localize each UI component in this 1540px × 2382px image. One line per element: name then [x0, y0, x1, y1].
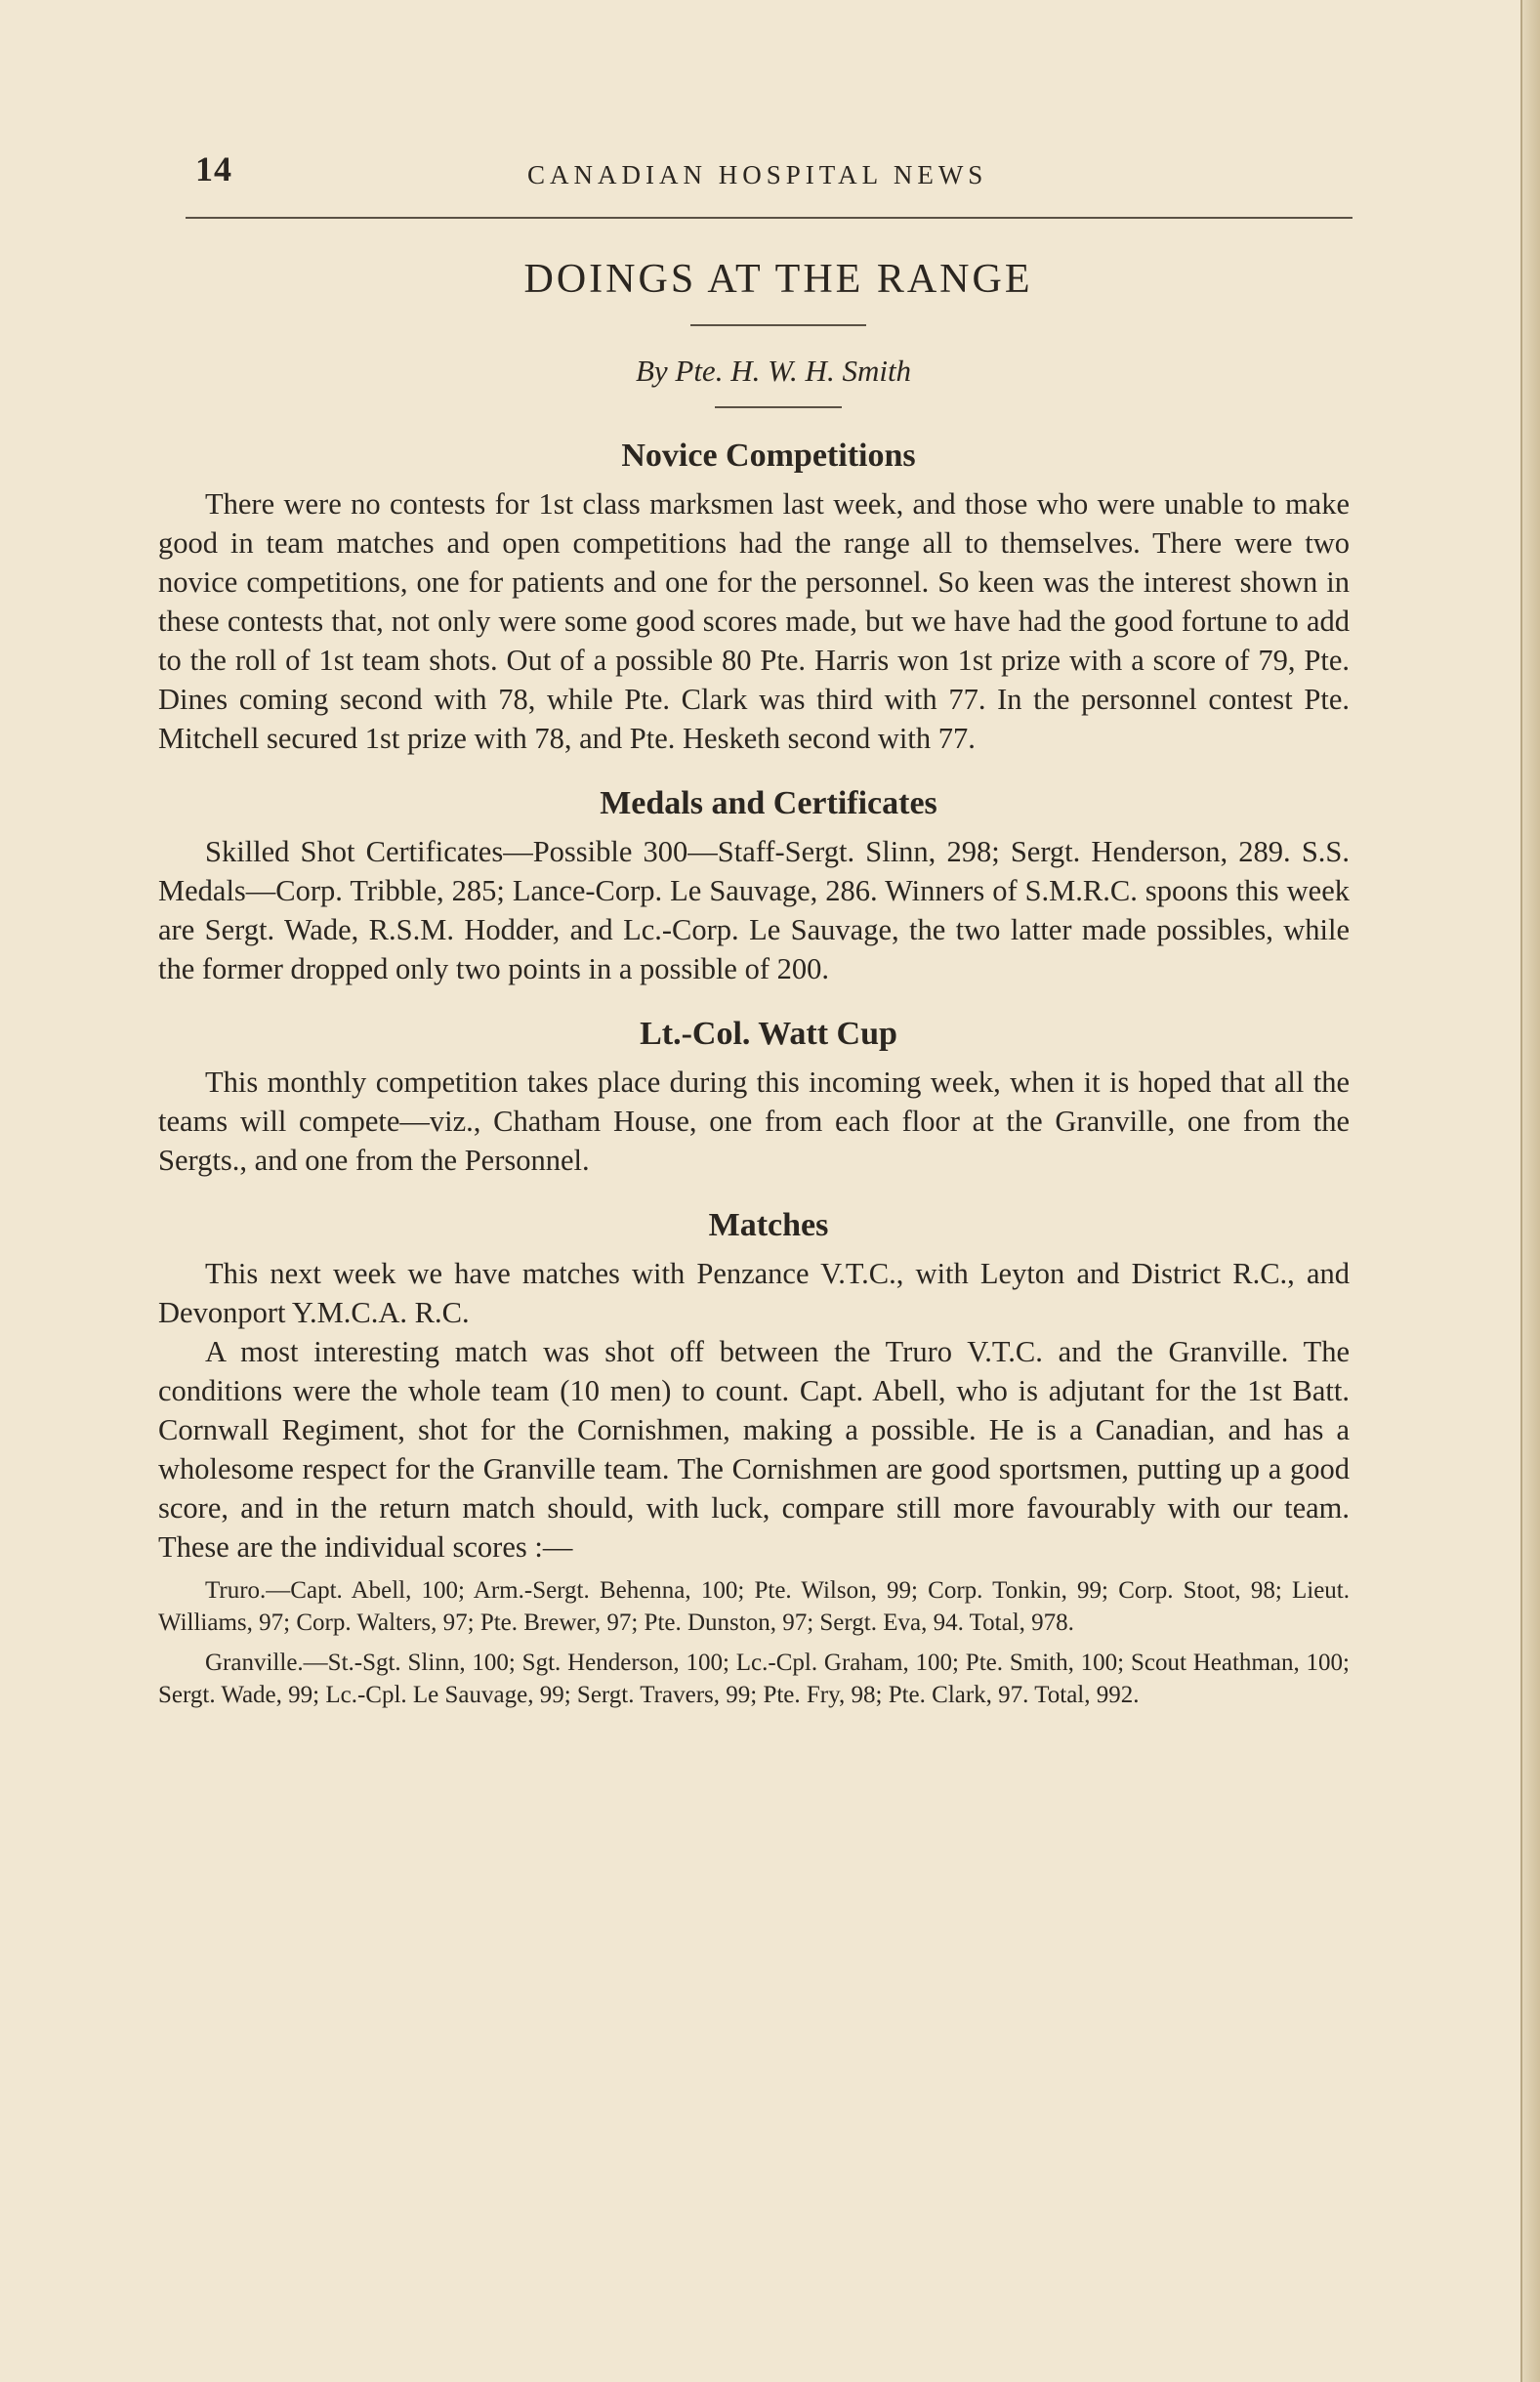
section-heading: Medals and Certificates [600, 785, 937, 821]
section-heading: Lt.-Col. Watt Cup [640, 1016, 897, 1052]
section-matches [158, 1207, 1350, 1711]
article-byline: By Pte. H. W. H. Smith [635, 354, 912, 388]
paragraph: There were no contests for 1st class marksmen last week, and those who were unable to make good in team matches and open competitions had the range all to themselves. There were two novice competitions, one for patients and one for the personnel. So keen was the interest shown in these contests that, not only were some good scores made, but we have had the good fortune to add to the roll of 1st team shots. Out of a possible 80 Pte. Harris won 1st prize with a score of 79, Pte. Dines coming second with 78, while Pte. Clark was third with 77. In the personnel contest Pte. Mitchell secured 1st prize with 78, and Pte. Hesketh second with 77. [158, 487, 1350, 755]
page-number: 14 [195, 149, 232, 188]
page-header [195, 148, 1357, 207]
paragraph: This monthly competition takes place during this incoming week, when it is hoped that all the teams will compete—viz., Chatham House, one from each floor at the Granville, one from the Sergts., and one from the Personnel. [158, 1066, 1350, 1177]
section-medals-certificates [158, 785, 1350, 988]
section-novice-competitions [158, 438, 1350, 758]
scores-truro: Truro.—Capt. Abell, 100; Arm.-Sergt. Behenna, 100; Pte. Wilson, 99; Corp. Tonkin, 99; Corp. Stoot, 98; Lieut. Williams, 97; Corp. Walters, 97; Pte. Brewer, 97; Pte. Dunston, 97; Sergt. Eva, 94. Total, 978. [158, 1577, 1350, 1636]
byline-rule [715, 406, 842, 408]
title-rule [690, 324, 866, 326]
scores-granville: Granville.—St.-Sgt. Slinn, 100; Sgt. Henderson, 100; Lc.-Cpl. Graham, 100; Pte. Smith, 100; Scout Heathman, 100; Sergt. Wade, 99; Lc.-Cpl. Le Sauvage, 99; Sergt. Travers, 99; Pte. Fry, 98; Pte. Clark, 97. Total, 992. [158, 1650, 1350, 1708]
article [158, 256, 1350, 1711]
section-watt-cup [158, 1016, 1350, 1180]
page-spine [1520, 0, 1540, 2382]
paragraph: This next week we have matches with Penzance V.T.C., with Leyton and District R.C., and Devonport Y.M.C.A. R.C. [158, 1257, 1350, 1329]
section-heading: Novice Competitions [621, 438, 916, 474]
article-title: DOINGS AT THE RANGE [523, 257, 1033, 302]
header-rule [186, 217, 1353, 219]
running-title: CANADIAN HOSPITAL NEWS [527, 160, 988, 189]
section-heading: Matches [708, 1207, 829, 1243]
paragraph: Skilled Shot Certificates—Possible 300—Staff-Sergt. Slinn, 298; Sergt. Henderson, 289. S.S. Medals—Corp. Tribble, 285; Lance-Corp. Le Sauvage, 286. Winners of S.M.R.C. spoons this week are Sergt. Wade, R.S.M. Hodder, and Lc.-Corp. Le Sauvage, the two latter made possibles, while the former dropped only two points in a possible of 200. [158, 835, 1350, 985]
paragraph: A most interesting match was shot off between the Truro V.T.C. and the Granville. The conditions were the whole team (10 men) to count. Capt. Abell, who is adjutant for the 1st Batt. Cornwall Regiment, shot for the Cornishmen, making a possible. He is a Canadian, and has a wholesome respect for the Granville team. The Cornishmen are good sportsmen, putting up a good score, and in the return match should, with luck, compare still more favourably with our team. These are the individual scores :— [158, 1335, 1350, 1564]
